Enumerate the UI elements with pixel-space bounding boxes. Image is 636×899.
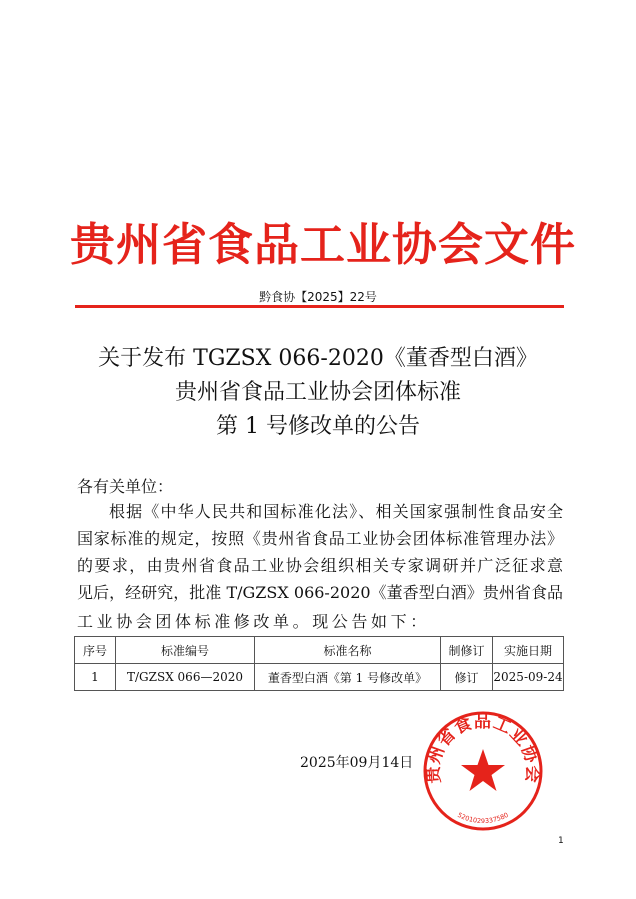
table-row <box>75 664 564 691</box>
body-line: 见后，经研究，批准 T/GZSX 066-2020《董香型白酒》贵州省食品 <box>77 583 563 602</box>
cell: 董香型白酒《第 1 号修改单》 <box>255 664 441 691</box>
document-masthead: 贵州省食品工业协会文件 <box>70 218 577 271</box>
cell: 修订 <box>441 664 493 691</box>
seal-star-icon <box>461 749 505 791</box>
cell: 2025-09-24 <box>493 664 564 691</box>
title-line-3: 第 1 号修改单的公告 <box>216 414 420 439</box>
header-cell: 标准编号 <box>116 637 255 664</box>
header-cell: 序号 <box>75 637 116 664</box>
svg-text:5201029337580: 5201029337580 <box>456 810 510 826</box>
red-divider <box>75 305 564 308</box>
header-cell: 制修订 <box>441 637 493 664</box>
svg-text:贵州省食品工业协会: 贵州省食品工业协会 <box>423 711 543 785</box>
body-line: 工业协会团体标准修改单。现公告如下： <box>77 612 430 631</box>
cell: 1 <box>75 664 116 691</box>
header-cell: 实施日期 <box>493 637 564 664</box>
title-line-2: 贵州省食品工业协会团体标准 <box>174 380 461 405</box>
issue-date: 2025年09月14日 <box>300 755 414 771</box>
header-cell: 标准名称 <box>255 637 441 664</box>
title-line-1: 关于发布 TGZSX 066-2020《董香型白酒》 <box>98 346 538 371</box>
standards-table <box>74 636 564 691</box>
page-number: 1 <box>558 836 564 846</box>
cell: T/GZSX 066—2020 <box>116 664 255 691</box>
body-line: 根据《中华人民共和国标准化法》、相关国家强制性食品安全 <box>109 502 563 521</box>
body-line: 的要求，由贵州省食品工业协会组织相关专家调研并广泛征求意 <box>77 556 563 575</box>
document-number: 黔食协【2025】22号 <box>259 290 377 304</box>
official-seal-icon <box>421 709 545 833</box>
table-header-row <box>75 637 564 664</box>
body-line: 国家标准的规定，按照《贵州省食品工业协会团体标准管理办法》 <box>77 529 563 548</box>
salutation: 各有关单位： <box>77 477 174 496</box>
